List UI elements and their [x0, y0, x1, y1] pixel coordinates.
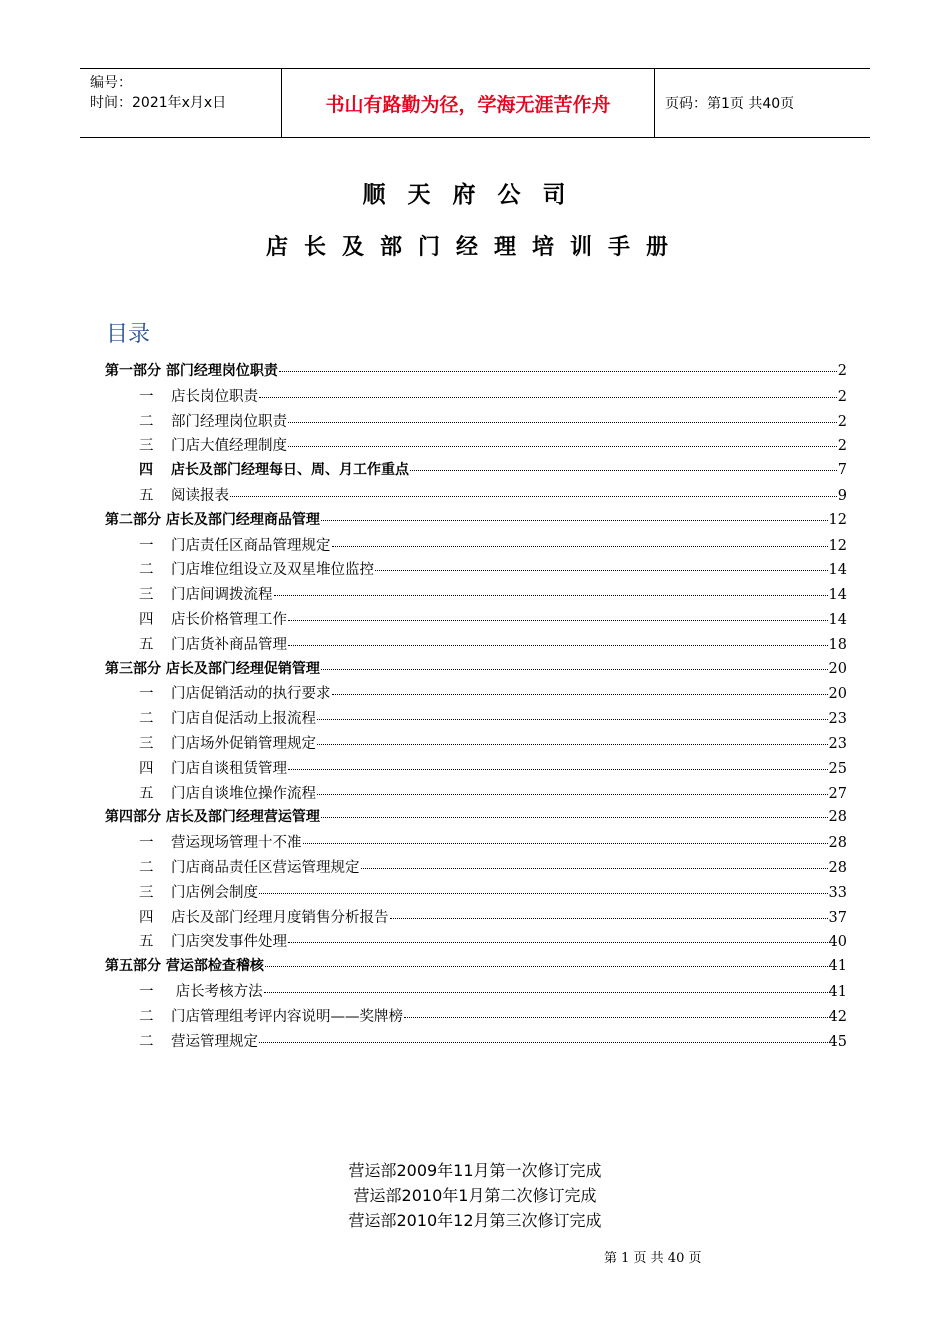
header-motto: 书山有路勤为径，学海无涯苦作舟 — [282, 69, 655, 137]
date-label: 时间：2021年x月x日 — [90, 95, 227, 111]
toc-part-entry[interactable] — [105, 955, 847, 980]
toc-page-number: 23 — [828, 735, 847, 752]
toc-page-number: 25 — [828, 760, 847, 777]
toc-leader-dots — [288, 942, 828, 943]
toc-entry-number: 二 — [139, 859, 154, 876]
toc-entry-title: 店长价格管理工作 — [171, 611, 287, 628]
toc-entry-title: 门店场外促销管理规定 — [171, 735, 316, 752]
toc-page-number: 20 — [828, 686, 847, 703]
toc-leader-dots — [317, 744, 828, 745]
revision-note-3: 营运部2010年12月第三次修订完成 — [348, 1211, 602, 1230]
toc-entry[interactable] — [105, 558, 847, 583]
toc-page-number: 7 — [837, 462, 847, 479]
toc-leader-dots — [279, 371, 837, 372]
toc-leader-dots — [230, 496, 837, 497]
toc-entry-title: 门店堆位组设立及双星堆位监控 — [171, 562, 374, 579]
toc-entry-title: 门店突发事件处理 — [171, 934, 287, 951]
toc-entry-number: 五 — [139, 487, 154, 504]
toc-page-number: 18 — [828, 636, 847, 653]
toc-entry-number: 五 — [139, 785, 154, 802]
toc-entry-number: 二 — [139, 413, 154, 430]
toc-part-title: 第四部分 店长及部门经理营运管理 — [105, 809, 320, 826]
toc-page-number: 27 — [828, 785, 847, 802]
toc-page-number: 2 — [837, 363, 847, 379]
toc-entry[interactable] — [105, 385, 847, 410]
toc-entry[interactable] — [105, 980, 847, 1005]
toc-leader-dots — [259, 1042, 828, 1043]
toc-page-number: 40 — [828, 934, 847, 951]
toc-entry-title: 店长考核方法 — [171, 983, 263, 1000]
header-meta-cell — [80, 69, 282, 137]
toc-leader-dots — [321, 817, 828, 818]
toc-heading: 目录 — [106, 322, 151, 347]
toc-entry-number: 五 — [139, 934, 154, 951]
toc-entry[interactable] — [105, 1005, 847, 1030]
toc-leader-dots — [321, 520, 828, 521]
toc-entry-number: 一 — [139, 537, 154, 554]
toc-page-number: 14 — [828, 587, 847, 604]
toc-page-number: 28 — [828, 809, 847, 826]
toc-page-number: 28 — [828, 859, 847, 876]
toc-part-title: 第五部分 营运部检查稽核 — [105, 958, 264, 975]
toc-leader-dots — [404, 1017, 828, 1018]
toc-leader-dots — [288, 446, 837, 447]
toc-entry-title: 门店自促活动上报流程 — [171, 711, 316, 728]
toc-entry-number: 四 — [139, 760, 154, 777]
table-of-contents — [105, 360, 847, 1054]
toc-leader-dots — [375, 570, 828, 571]
toc-entry-number: 三 — [139, 884, 154, 901]
toc-entry-title: 门店自谈租赁管理 — [171, 760, 287, 777]
toc-page-number: 2 — [837, 438, 847, 455]
toc-page-number: 42 — [828, 1008, 847, 1025]
toc-leader-dots — [288, 645, 828, 646]
toc-leader-dots — [317, 794, 828, 795]
toc-entry-title: 门店货补商品管理 — [171, 636, 287, 653]
toc-entry[interactable] — [105, 1030, 847, 1055]
toc-leader-dots — [361, 868, 828, 869]
toc-entry-title: 营运现场管理十不准 — [171, 835, 302, 852]
toc-page-number: 23 — [828, 711, 847, 728]
toc-entry-number: 四 — [139, 611, 154, 628]
toc-entry-number: 四 — [139, 909, 154, 926]
toc-page-number: 2 — [837, 413, 847, 430]
toc-part-entry[interactable] — [105, 658, 847, 683]
toc-page-number: 14 — [828, 611, 847, 628]
code-label: 编号： — [90, 75, 132, 91]
toc-leader-dots — [288, 422, 837, 423]
toc-entry[interactable] — [105, 856, 847, 881]
toc-part-entry[interactable] — [105, 360, 847, 385]
toc-part-entry[interactable] — [105, 509, 847, 534]
toc-page-number: 41 — [828, 958, 847, 975]
toc-page-number: 12 — [828, 511, 847, 528]
toc-part-title: 第二部分 店长及部门经理商品管理 — [105, 511, 320, 528]
toc-entry-title: 门店间调拨流程 — [171, 587, 273, 604]
toc-entry[interactable] — [105, 633, 847, 658]
toc-page-number: 14 — [828, 562, 847, 579]
toc-leader-dots — [288, 769, 828, 770]
toc-entry-title: 门店自谈堆位操作流程 — [171, 785, 316, 802]
revision-note-2: 营运部2010年1月第二次修订完成 — [353, 1186, 597, 1205]
toc-entry-number: 三 — [139, 735, 154, 752]
toc-entry[interactable] — [105, 410, 847, 435]
toc-entry-number: 二 — [139, 1008, 154, 1025]
toc-page-number: 20 — [828, 660, 847, 677]
company-name: 顺天府公司 — [362, 182, 588, 208]
toc-entry-number: 一 — [139, 388, 154, 405]
toc-entry[interactable] — [105, 459, 847, 484]
manual-title: 店长及部门经理培训手册 — [265, 235, 684, 260]
toc-entry[interactable] — [105, 930, 847, 955]
toc-leader-dots — [410, 470, 837, 471]
toc-page-number: 37 — [828, 909, 847, 926]
toc-leader-dots — [303, 843, 828, 844]
toc-entry[interactable] — [105, 707, 847, 732]
toc-entry-title: 店长及部门经理月度销售分析报告 — [171, 909, 389, 926]
toc-leader-dots — [317, 719, 828, 720]
toc-entry[interactable] — [105, 608, 847, 633]
toc-leader-dots — [321, 669, 828, 670]
toc-entry-title: 店长岗位职责 — [171, 388, 258, 405]
toc-entry-number: 四 — [139, 462, 153, 479]
revision-note-1: 营运部2009年11月第一次修订完成 — [348, 1161, 602, 1180]
toc-leader-dots — [288, 620, 828, 621]
toc-entry-number: 一 — [139, 835, 154, 852]
toc-leader-dots — [259, 893, 828, 894]
toc-leader-dots — [274, 595, 828, 596]
toc-entry-title: 门店促销活动的执行要求 — [171, 686, 331, 703]
toc-leader-dots — [332, 694, 828, 695]
toc-entry[interactable] — [105, 732, 847, 757]
toc-entry-title: 门店责任区商品管理规定 — [171, 537, 331, 554]
toc-page-number: 28 — [828, 835, 847, 852]
toc-entry-title: 营运管理规定 — [171, 1033, 258, 1050]
toc-entry-title: 店长及部门经理每日、周、月工作重点 — [171, 462, 409, 479]
toc-entry-number: 三 — [139, 587, 154, 604]
document-header — [80, 68, 870, 138]
toc-entry[interactable] — [105, 831, 847, 856]
page-footer: 第 1 页 共 40 页 — [604, 1251, 702, 1266]
toc-entry-number: 一 — [139, 983, 154, 1000]
toc-entry-number: 二 — [139, 711, 154, 728]
toc-entry-number: 一 — [139, 686, 154, 703]
toc-entry[interactable] — [105, 757, 847, 782]
toc-entry[interactable] — [105, 434, 847, 459]
toc-entry-title: 门店管理组考评内容说明——奖牌榜 — [171, 1008, 403, 1025]
toc-page-number: 41 — [828, 983, 847, 1000]
toc-entry[interactable] — [105, 682, 847, 707]
toc-entry[interactable] — [105, 534, 847, 559]
toc-part-entry[interactable] — [105, 806, 847, 831]
toc-entry[interactable] — [105, 583, 847, 608]
toc-entry[interactable] — [105, 782, 847, 807]
toc-page-number: 2 — [837, 388, 847, 405]
toc-entry-number: 二 — [139, 562, 154, 579]
toc-entry-title: 门店商品责任区营运管理规定 — [171, 859, 360, 876]
header-page-label: 页码：第1页 共40页 — [665, 96, 795, 112]
toc-entry[interactable] — [105, 484, 847, 509]
toc-entry[interactable] — [105, 881, 847, 906]
toc-entry-title: 部门经理岗位职责 — [171, 413, 287, 430]
toc-leader-dots — [332, 546, 828, 547]
toc-entry-number: 二 — [139, 1033, 154, 1050]
toc-part-title: 第三部分 店长及部门经理促销管理 — [105, 660, 320, 677]
toc-entry-number: 五 — [139, 636, 154, 653]
toc-leader-dots — [264, 992, 828, 993]
toc-entry-number: 三 — [139, 438, 154, 455]
toc-entry-title: 门店大值经理制度 — [171, 438, 287, 455]
toc-leader-dots — [265, 966, 828, 967]
toc-page-number: 12 — [828, 537, 847, 554]
toc-entry-title: 门店例会制度 — [171, 884, 258, 901]
toc-entry[interactable] — [105, 906, 847, 931]
toc-entry-title: 阅读报表 — [171, 487, 229, 504]
toc-part-title: 第一部分 部门经理岗位职责 — [105, 363, 278, 379]
toc-page-number: 45 — [828, 1033, 847, 1050]
toc-page-number: 9 — [837, 487, 847, 504]
toc-leader-dots — [390, 918, 828, 919]
toc-page-number: 33 — [828, 884, 847, 901]
toc-leader-dots — [259, 397, 837, 398]
